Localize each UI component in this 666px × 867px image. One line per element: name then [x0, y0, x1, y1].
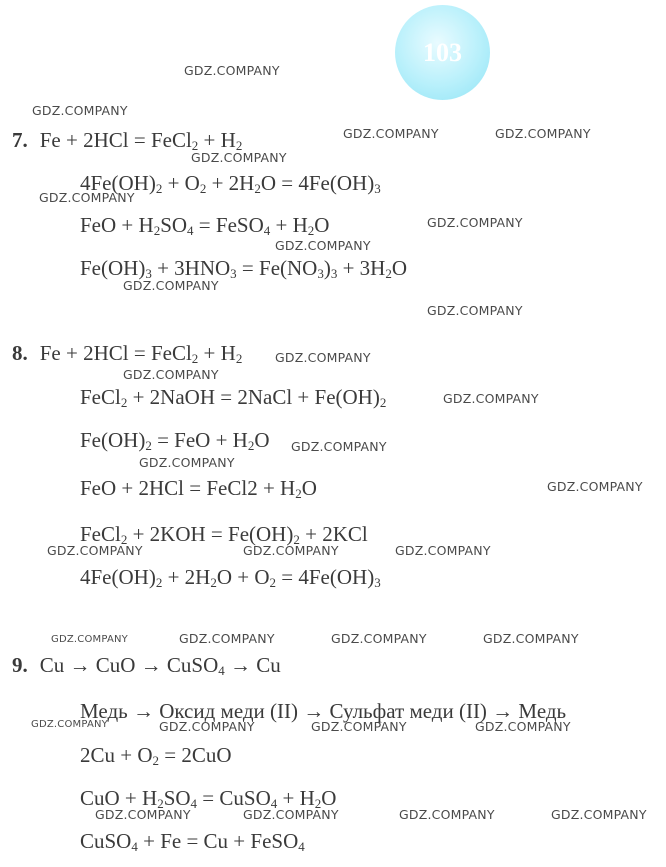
task-7-line-2: $4Fe(OH)_2 + O_2 + 2H_2O = 4Fe(OH)_3$ — [80, 171, 381, 196]
task-8-line-1 — [12, 343, 242, 364]
page-number: 103 — [423, 37, 462, 67]
watermark: GDZ.COMPANY — [311, 719, 407, 734]
equation: Fe + 2HCl = FeCl$_2$ + $H_2$ — [39, 341, 243, 366]
watermark: GDZ.COMPANY — [191, 150, 287, 165]
watermark: GDZ.COMPANY — [243, 807, 339, 822]
watermark: GDZ.COMPANY — [123, 278, 219, 293]
task-8-line-6: $4Fe(OH)_2 + 2H_2O + O_2 = 4Fe(OH)_3$ — [80, 565, 381, 590]
equation: Cu → CuO → CuSO$_4$ → Cu — [39, 653, 281, 678]
watermark: GDZ.COMPANY — [123, 367, 219, 382]
watermark: GDZ.COMPANY — [483, 631, 579, 646]
task-9-line-1 — [12, 655, 281, 676]
task-number: 7. — [12, 128, 28, 152]
watermark: GDZ.COMPANY — [395, 543, 491, 558]
watermark: GDZ.COMPANY — [47, 543, 143, 558]
task-number: 8. — [12, 341, 28, 365]
watermark: GDZ.COMPANY — [331, 631, 427, 646]
watermark: GDZ.COMPANY — [243, 543, 339, 558]
watermark: GDZ.COMPANY — [399, 807, 495, 822]
watermark: GDZ.COMPANY — [495, 126, 591, 141]
watermark: GDZ.COMPANY — [39, 190, 135, 205]
task-8-line-3: $Fe(OH)_2$ = FeO + $H_2O$ — [80, 428, 270, 453]
watermark: GDZ.COMPANY — [551, 807, 647, 822]
task-7-line-1 — [12, 130, 242, 151]
watermark: GDZ.COMPANY — [427, 215, 523, 230]
task-8-line-5: FeCl$_2$ + $2KOH = Fe(OH)_2 + 2KCl$ — [80, 522, 368, 547]
task-number: 9. — [12, 653, 28, 677]
equation: Fe + 2HCl = FeCl$_2$ + $H_2$ — [39, 128, 243, 153]
page-number-badge — [395, 5, 490, 100]
watermark: GDZ.COMPANY — [443, 391, 539, 406]
watermark: GDZ.COMPANY — [291, 439, 387, 454]
watermark: GDZ.COMPANY — [95, 807, 191, 822]
watermark: GDZ.COMPANY — [51, 634, 128, 645]
task-8-line-4: FeO + 2HCl = FeCl2 + $H_2O$ — [80, 476, 317, 501]
watermark: GDZ.COMPANY — [31, 719, 108, 730]
watermark: GDZ.COMPANY — [343, 126, 439, 141]
task-9-line-4: CuO + $H_2SO_4$ = CuSO$_4$ + $H_2O$ — [80, 786, 337, 811]
watermark: GDZ.COMPANY — [275, 238, 371, 253]
task-9-line-3: $2Cu + O_2 = 2CuO$ — [80, 743, 232, 768]
task-7-line-3: FeO + $H_2SO_4$ = FeSO$_4$ + $H_2O$ — [80, 213, 330, 238]
task-9-line-5: CuSO$_4$ + Fe = Cu + FeSO$_4$ — [80, 829, 305, 854]
watermark: GDZ.COMPANY — [32, 103, 128, 118]
watermark: GDZ.COMPANY — [275, 350, 371, 365]
watermark: GDZ.COMPANY — [547, 479, 643, 494]
task-8-line-2: FeCl$_2$ + 2NaOH = 2NaCl + $Fe(OH)_2$ — [80, 385, 387, 410]
watermark: GDZ.COMPANY — [184, 63, 280, 78]
watermark: GDZ.COMPANY — [427, 303, 523, 318]
task-9-line-2: Медь → Оксид меди (II) → Сульфат меди (II) → Медь — [80, 699, 567, 723]
watermark: GDZ.COMPANY — [139, 455, 235, 470]
watermark: GDZ.COMPANY — [475, 719, 571, 734]
task-7-line-4: $Fe(OH)_3 + 3HNO_3 = Fe(NO_3)_3 + 3H_2O$ — [80, 256, 408, 281]
watermark: GDZ.COMPANY — [159, 719, 255, 734]
watermark: GDZ.COMPANY — [179, 631, 275, 646]
